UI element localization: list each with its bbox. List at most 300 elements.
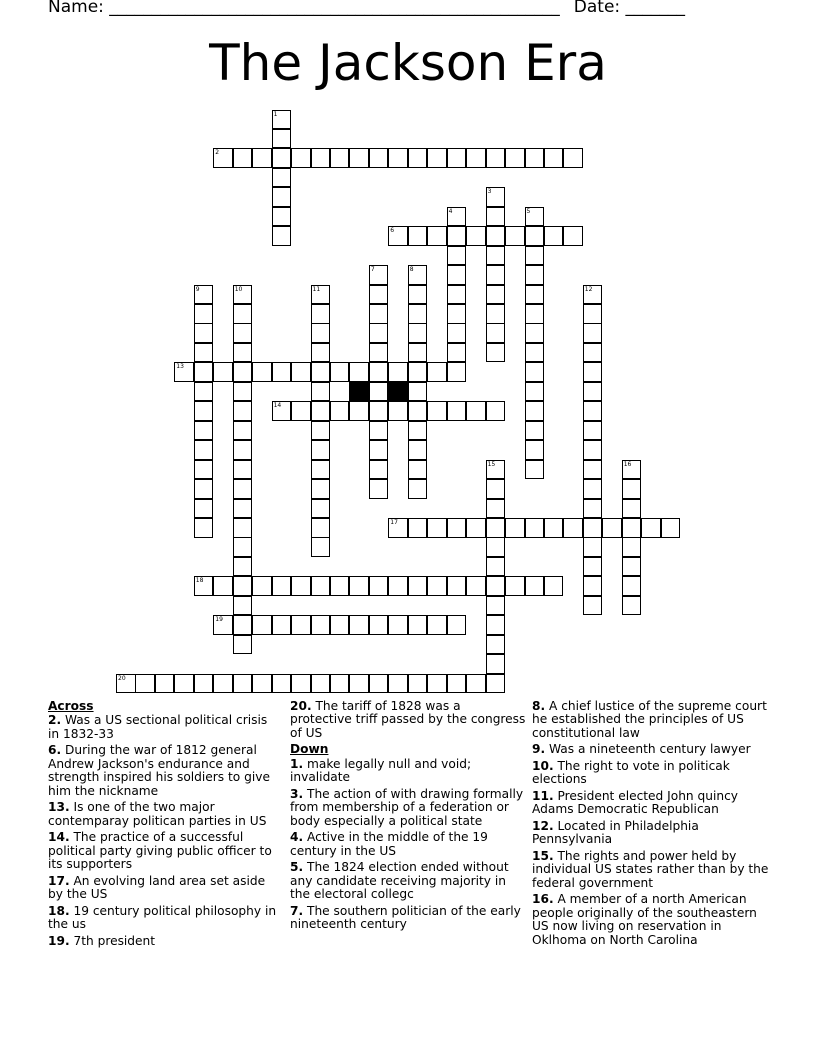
grid-cell[interactable] (563, 226, 583, 246)
grid-cell[interactable] (408, 382, 428, 402)
grid-cell[interactable] (311, 285, 331, 305)
grid-cell[interactable] (233, 343, 253, 363)
grid-cell[interactable] (486, 460, 506, 480)
grid-cell[interactable] (194, 401, 214, 421)
grid-cell[interactable] (525, 382, 545, 402)
grid-cell[interactable] (194, 343, 214, 363)
clue-across-19: 19. 7th president (48, 933, 156, 948)
grid-cell[interactable] (408, 440, 428, 460)
grid-cell[interactable] (233, 362, 253, 382)
grid-cell[interactable] (505, 576, 525, 596)
clue-down-12: 12. Located in Philadelphia Pennsylvania (532, 819, 699, 847)
grid-cell[interactable] (311, 479, 331, 499)
grid-cell[interactable] (194, 323, 214, 343)
clue-across-20: 20. The tariff of 1828 was a protective triff passed by the congress of US (290, 699, 526, 740)
grid-cell[interactable] (583, 382, 603, 402)
grid-cell[interactable] (447, 207, 467, 227)
clue-number: 13 (176, 363, 184, 371)
grid-cell[interactable] (544, 226, 564, 246)
grid-cell[interactable] (447, 576, 467, 596)
grid-cell[interactable] (330, 362, 350, 382)
grid-cell[interactable] (466, 518, 486, 538)
grid-cell[interactable] (194, 421, 214, 441)
grid-cell[interactable] (272, 362, 292, 382)
clue-number: 19 (215, 616, 223, 624)
grid-cell[interactable] (427, 362, 447, 382)
grid-cell[interactable] (330, 576, 350, 596)
grid-cell[interactable] (408, 479, 428, 499)
grid-cell[interactable] (486, 187, 506, 207)
grid-cell[interactable] (583, 576, 603, 596)
grid-cell[interactable] (486, 576, 506, 596)
clue-across-6: 6. During the war of 1812 general Andrew Jackson's endurance and strength inspired his soldiers to give him the nickname (48, 743, 270, 798)
clue-number: 7 (370, 266, 375, 274)
grid-cell[interactable] (408, 362, 428, 382)
grid-cell[interactable] (408, 323, 428, 343)
clue-down-4: 4. Active in the middle of the 19 century in the US (290, 830, 488, 858)
grid-cell[interactable] (233, 323, 253, 343)
grid-cell[interactable] (486, 148, 506, 168)
grid-cell[interactable] (349, 576, 369, 596)
clue-column-3 (532, 700, 772, 950)
grid-cell[interactable] (272, 207, 292, 227)
grid-cell[interactable] (427, 615, 447, 635)
grid-cell[interactable] (369, 440, 389, 460)
grid-cell[interactable] (525, 285, 545, 305)
grid-cell[interactable] (233, 499, 253, 519)
grid-cell[interactable] (486, 654, 506, 674)
grid-cell[interactable] (311, 440, 331, 460)
grid-cell[interactable] (447, 323, 467, 343)
grid-cell[interactable] (447, 518, 467, 538)
grid-cell[interactable] (525, 576, 545, 596)
grid-cell[interactable] (622, 479, 642, 499)
grid-cell[interactable] (213, 615, 233, 635)
grid-cell[interactable] (311, 401, 331, 421)
grid-cell[interactable] (486, 401, 506, 421)
grid-cell[interactable] (369, 460, 389, 480)
grid-cell[interactable] (330, 401, 350, 421)
grid-cell[interactable] (408, 674, 428, 694)
grid-cell[interactable] (622, 518, 642, 538)
grid-cell[interactable] (525, 207, 545, 227)
grid-cell[interactable] (486, 557, 506, 577)
grid-cell[interactable] (583, 421, 603, 441)
grid-cell[interactable] (233, 615, 253, 635)
grid-cell[interactable] (447, 265, 467, 285)
grid-cell[interactable] (427, 226, 447, 246)
down-heading: Down (290, 742, 329, 757)
grid-cell[interactable] (408, 401, 428, 421)
grid-cell[interactable] (622, 596, 642, 616)
grid-cell[interactable] (174, 674, 194, 694)
grid-cell[interactable] (311, 499, 331, 519)
grid-cell[interactable] (233, 421, 253, 441)
clue-number: 10 (234, 285, 243, 293)
grid-cell[interactable] (408, 304, 428, 324)
grid-cell[interactable] (408, 615, 428, 635)
grid-cell[interactable] (388, 615, 408, 635)
grid-cell[interactable] (408, 460, 428, 480)
grid-cell[interactable] (408, 576, 428, 596)
grid-cell[interactable] (408, 421, 428, 441)
grid-cell[interactable] (194, 674, 214, 694)
grid-cell[interactable] (525, 265, 545, 285)
grid-cell[interactable] (447, 343, 467, 363)
clue-number: 12 (584, 285, 593, 293)
grid-cell[interactable] (525, 460, 545, 480)
grid-cell[interactable] (311, 148, 331, 168)
clue-number: 16 (623, 460, 632, 468)
grid-cell[interactable] (486, 207, 506, 227)
grid-cell[interactable] (427, 674, 447, 694)
grid-cell[interactable] (349, 362, 369, 382)
grid-cell[interactable] (194, 440, 214, 460)
grid-cell[interactable] (311, 460, 331, 480)
grid-cell[interactable] (369, 148, 389, 168)
grid-cell[interactable] (544, 518, 564, 538)
grid-cell[interactable] (369, 615, 389, 635)
grid-cell[interactable] (525, 421, 545, 441)
grid-cell[interactable] (252, 674, 272, 694)
clue-across-2: 2. Was a US sectional political crisis in 1832-33 (48, 713, 268, 741)
grid-cell[interactable] (272, 148, 292, 168)
grid-cell[interactable] (466, 401, 486, 421)
clue-across-14: 14. The practice of a successful political party giving public officer to its supporters (48, 830, 272, 872)
grid-cell[interactable] (194, 362, 214, 382)
grid-cell[interactable] (233, 440, 253, 460)
grid-cell[interactable] (622, 460, 642, 480)
grid-cell[interactable] (272, 576, 292, 596)
clue-number: 15 (487, 460, 496, 468)
grid-cell[interactable] (311, 518, 331, 538)
grid-cell[interactable] (563, 148, 583, 168)
grid-cell[interactable] (486, 537, 506, 557)
grid-cell[interactable] (388, 518, 408, 538)
grid-cell[interactable] (291, 362, 311, 382)
grid-cell[interactable] (661, 518, 681, 538)
grid-cell[interactable] (622, 499, 642, 519)
grid-cell[interactable] (349, 401, 369, 421)
grid-cell[interactable] (272, 110, 292, 130)
grid-cell[interactable] (388, 576, 408, 596)
grid-cell[interactable] (408, 148, 428, 168)
grid-cell[interactable] (311, 304, 331, 324)
grid-cell[interactable] (369, 421, 389, 441)
grid-cell[interactable] (369, 674, 389, 694)
date-field[interactable]: Date: _______ (573, 0, 686, 17)
grid-cell[interactable] (330, 674, 350, 694)
grid-cell[interactable] (233, 479, 253, 499)
clue-down-7: 7. The southern politician of the early nineteenth century (290, 903, 521, 932)
grid-cell[interactable] (369, 285, 389, 305)
grid-cell[interactable] (233, 635, 253, 655)
grid-cell[interactable] (486, 518, 506, 538)
grid-cell[interactable] (563, 518, 583, 538)
grid-cell[interactable] (544, 576, 564, 596)
across-heading: Across (48, 699, 94, 713)
grid-cell[interactable] (311, 362, 331, 382)
grid-cell[interactable] (116, 674, 136, 694)
clue-column-1 (48, 700, 280, 951)
clue-number: 8 (409, 266, 414, 274)
grid-cell[interactable] (369, 304, 389, 324)
grid-cell[interactable] (252, 615, 272, 635)
grid-cell[interactable] (466, 226, 486, 246)
grid-cell[interactable] (252, 576, 272, 596)
grid-cell[interactable] (486, 674, 506, 694)
grid-cell[interactable] (252, 362, 272, 382)
grid-cell[interactable] (369, 576, 389, 596)
name-field[interactable]: Name: _____________________________________________________ (48, 0, 560, 17)
blocked-cell (349, 382, 369, 402)
grid-cell[interactable] (272, 129, 292, 149)
grid-cell[interactable] (583, 518, 603, 538)
grid-cell[interactable] (486, 323, 506, 343)
grid-cell[interactable] (388, 148, 408, 168)
clue-across-13: 13. Is one of the two major contemparay politican parties in US (48, 800, 267, 828)
grid-cell[interactable] (486, 596, 506, 616)
grid-cell[interactable] (447, 362, 467, 382)
grid-cell[interactable] (447, 401, 467, 421)
grid-cell[interactable] (213, 674, 233, 694)
clue-number: 6 (390, 227, 395, 235)
grid-cell[interactable] (155, 674, 175, 694)
grid-cell[interactable] (233, 596, 253, 616)
grid-cell[interactable] (388, 401, 408, 421)
grid-cell[interactable] (602, 518, 622, 538)
grid-cell[interactable] (233, 518, 253, 538)
grid-cell[interactable] (525, 148, 545, 168)
grid-cell[interactable] (291, 615, 311, 635)
grid-cell[interactable] (525, 343, 545, 363)
grid-cell[interactable] (369, 265, 389, 285)
grid-cell[interactable] (194, 499, 214, 519)
grid-cell[interactable] (233, 576, 253, 596)
grid-cell[interactable] (447, 304, 467, 324)
grid-cell[interactable] (272, 615, 292, 635)
clue-number: 3 (487, 188, 492, 196)
grid-cell[interactable] (622, 537, 642, 557)
grid-cell[interactable] (194, 479, 214, 499)
grid-cell[interactable] (447, 285, 467, 305)
grid-cell[interactable] (369, 401, 389, 421)
grid-cell[interactable] (408, 265, 428, 285)
grid-cell[interactable] (369, 382, 389, 402)
grid-cell[interactable] (466, 576, 486, 596)
grid-cell[interactable] (525, 362, 545, 382)
grid-cell[interactable] (388, 674, 408, 694)
grid-cell[interactable] (486, 304, 506, 324)
clue-down-5: 5. The 1824 election ended without any candidate receiving majority in the electoral collegc (290, 860, 509, 902)
grid-cell[interactable] (447, 148, 467, 168)
clue-down-8: 8. A chief lustice of the supreme court he established the principles of US constitutional law (532, 699, 767, 740)
grid-cell[interactable] (174, 362, 194, 382)
grid-cell[interactable] (583, 343, 603, 363)
grid-cell[interactable] (388, 362, 408, 382)
grid-cell[interactable] (213, 362, 233, 382)
clue-down-15: 15. The rights and power held by individual US states rather than by the federal government (532, 849, 769, 890)
grid-cell[interactable] (525, 304, 545, 324)
clue-number: 2 (215, 149, 220, 157)
grid-cell[interactable] (349, 615, 369, 635)
clue-number: 14 (273, 402, 282, 410)
grid-cell[interactable] (291, 148, 311, 168)
page-title: The Jackson Era (209, 34, 607, 92)
grid-cell[interactable] (194, 576, 214, 596)
grid-cell[interactable] (486, 615, 506, 635)
grid-cell[interactable] (213, 148, 233, 168)
grid-cell[interactable] (388, 226, 408, 246)
clue-number: 9 (195, 285, 200, 293)
grid-cell[interactable] (311, 421, 331, 441)
clue-down-3: 3. The action of with drawing formally from membership of a federation or body especially a political state (290, 786, 524, 828)
name-date-line (48, 0, 685, 17)
grid-cell[interactable] (583, 537, 603, 557)
grid-cell[interactable] (447, 674, 467, 694)
grid-cell[interactable] (291, 674, 311, 694)
grid-cell[interactable] (408, 343, 428, 363)
grid-cell[interactable] (369, 323, 389, 343)
grid-cell[interactable] (486, 265, 506, 285)
grid-cell[interactable] (486, 246, 506, 266)
grid-cell[interactable] (233, 537, 253, 557)
grid-cell[interactable] (486, 343, 506, 363)
grid-cell[interactable] (311, 382, 331, 402)
grid-cell[interactable] (505, 226, 525, 246)
grid-cell[interactable] (408, 226, 428, 246)
grid-cell[interactable] (272, 226, 292, 246)
grid-cell[interactable] (369, 343, 389, 363)
clue-number: 11 (312, 285, 321, 293)
grid-cell[interactable] (641, 518, 661, 538)
grid-cell[interactable] (291, 401, 311, 421)
grid-cell[interactable] (525, 440, 545, 460)
grid-cell[interactable] (408, 285, 428, 305)
grid-cell[interactable] (505, 148, 525, 168)
grid-cell[interactable] (233, 382, 253, 402)
grid-cell[interactable] (194, 382, 214, 402)
clue-number: 1 (273, 110, 278, 118)
clue-down-16: 16. A member of a north American people originally of the southeastern US now living on reservation in Oklhoma on North Carolina (532, 892, 757, 947)
grid-cell[interactable] (369, 362, 389, 382)
grid-cell[interactable] (427, 148, 447, 168)
grid-cell[interactable] (447, 226, 467, 246)
grid-cell[interactable] (272, 401, 292, 421)
grid-cell[interactable] (311, 674, 331, 694)
grid-cell[interactable] (194, 285, 214, 305)
grid-cell[interactable] (194, 460, 214, 480)
grid-cell[interactable] (233, 674, 253, 694)
grid-cell[interactable] (272, 187, 292, 207)
clue-number: 17 (390, 519, 398, 526)
blocked-cell (388, 382, 408, 402)
grid-cell[interactable] (311, 323, 331, 343)
grid-cell[interactable] (486, 499, 506, 519)
grid-cell[interactable] (233, 304, 253, 324)
grid-cell[interactable] (583, 499, 603, 519)
grid-cell[interactable] (525, 323, 545, 343)
grid-cell[interactable] (583, 440, 603, 460)
grid-cell[interactable] (466, 674, 486, 694)
clue-column-2 (290, 700, 526, 935)
grid-cell[interactable] (486, 226, 506, 246)
grid-cell[interactable] (233, 285, 253, 305)
grid-cell[interactable] (486, 635, 506, 655)
grid-cell[interactable] (272, 168, 292, 188)
grid-cell[interactable] (525, 246, 545, 266)
grid-cell[interactable] (583, 596, 603, 616)
grid-cell[interactable] (583, 479, 603, 499)
grid-cell[interactable] (311, 615, 331, 635)
grid-cell[interactable] (349, 674, 369, 694)
grid-cell[interactable] (272, 674, 292, 694)
grid-cell[interactable] (486, 285, 506, 305)
grid-cell[interactable] (369, 479, 389, 499)
clue-number: 4 (448, 207, 453, 215)
clue-number: 20 (118, 674, 126, 682)
grid-cell[interactable] (525, 226, 545, 246)
grid-cell[interactable] (252, 148, 272, 168)
grid-cell[interactable] (525, 401, 545, 421)
grid-cell[interactable] (311, 537, 331, 557)
grid-cell[interactable] (233, 148, 253, 168)
grid-cell[interactable] (525, 518, 545, 538)
grid-cell[interactable] (622, 557, 642, 577)
grid-cell[interactable] (233, 557, 253, 577)
grid-cell[interactable] (330, 148, 350, 168)
grid-cell[interactable] (486, 479, 506, 499)
grid-cell[interactable] (311, 343, 331, 363)
grid-cell[interactable] (213, 576, 233, 596)
grid-cell[interactable] (349, 148, 369, 168)
grid-cell[interactable] (427, 518, 447, 538)
grid-cell[interactable] (583, 323, 603, 343)
grid-cell[interactable] (466, 148, 486, 168)
grid-cell[interactable] (447, 246, 467, 266)
grid-cell[interactable] (583, 362, 603, 382)
grid-cell[interactable] (447, 615, 467, 635)
grid-cell[interactable] (622, 576, 642, 596)
grid-cell[interactable] (505, 518, 525, 538)
clue-number: 18 (195, 577, 204, 585)
grid-cell[interactable] (583, 460, 603, 480)
grid-cell[interactable] (583, 304, 603, 324)
grid-cell[interactable] (135, 674, 155, 694)
grid-cell[interactable] (330, 615, 350, 635)
grid-cell[interactable] (194, 518, 214, 538)
grid-cell[interactable] (427, 576, 447, 596)
grid-cell[interactable] (583, 285, 603, 305)
clue-number: 5 (526, 207, 531, 215)
grid-cell[interactable] (583, 557, 603, 577)
grid-cell[interactable] (233, 460, 253, 480)
grid-cell[interactable] (544, 148, 564, 168)
grid-cell[interactable] (194, 304, 214, 324)
grid-cell[interactable] (311, 576, 331, 596)
grid-cell[interactable] (291, 576, 311, 596)
clue-down-10: 10. The right to vote in politicak elections (532, 759, 730, 787)
clue-down-11: 11. President elected John quincy Adams Democratic Republican (532, 789, 739, 817)
clue-across-17: 17. An evolving land area set aside by the US (48, 873, 266, 902)
grid-cell[interactable] (233, 401, 253, 421)
grid-cell[interactable] (408, 518, 428, 538)
clue-down-9: 9. Was a nineteenth century lawyer (532, 742, 751, 757)
clue-across-18: 18. 19 century political philosophy in the us (48, 903, 277, 932)
grid-cell[interactable] (583, 401, 603, 421)
clue-down-1: 1. make legally null and void; invalidate (290, 756, 472, 785)
grid-cell[interactable] (427, 401, 447, 421)
